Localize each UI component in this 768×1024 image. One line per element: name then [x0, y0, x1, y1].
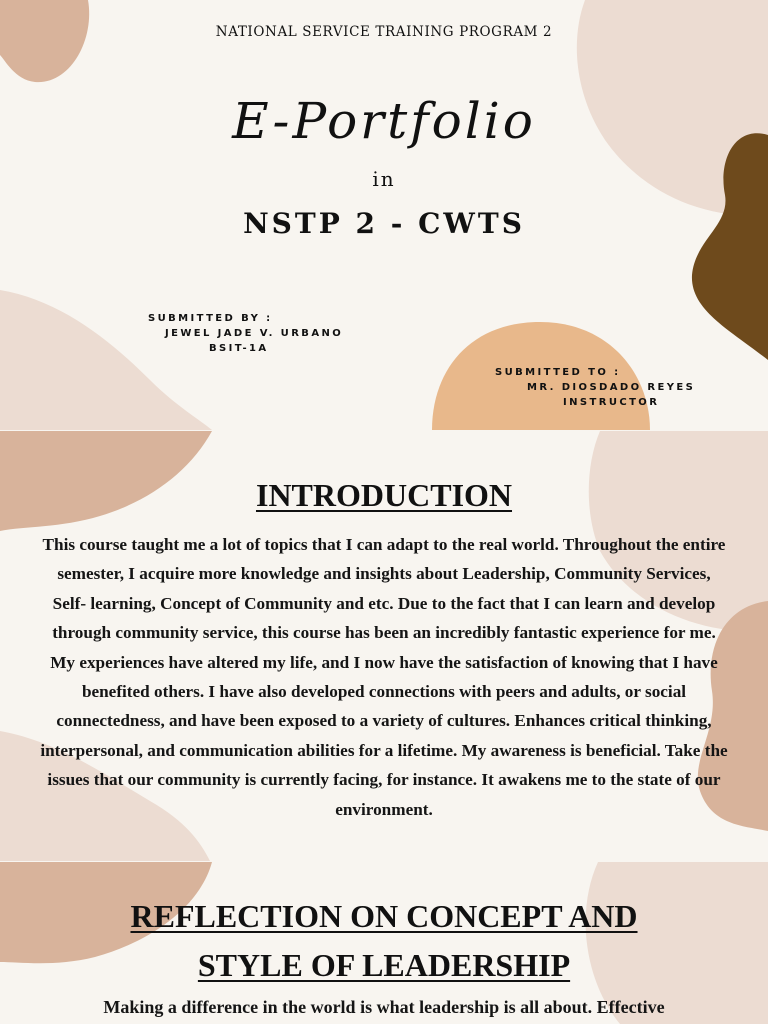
in-word: in — [372, 167, 396, 191]
course-title: NSTP 2 - CWTS — [243, 207, 525, 240]
introduction-body: This course taught me a lot of topics that I can adapt to the real world. Throughout the entire semester, I acquire more knowledge and insights about Leadership, Community Services, Self- learning, Concept of Community and etc. Due to the fact that I can learn and develop through community service, this course has been an incredibly fantastic experience for me. My experiences have altered my life, and I now have the satisfaction of knowing that I have benefited others. I have also developed connections with peers and adults, or social connectedness, and have been exposed to a variety of cultures. Enhances critical thinking, interpersonal, and communication abilities for a lifetime. My awareness is beneficial. Take the issues that our community is currently facing, for instance. It awakens me to the state of our environment. — [40, 535, 728, 819]
submitted-to-block — [495, 365, 695, 410]
program-title: NATIONAL SERVICE TRAINING PROGRAM 2 — [215, 24, 553, 40]
submitted-to-label: SUBMITTED TO : — [495, 367, 621, 378]
reflection-heading: REFLECTION ON CONCEPT AND STYLE OF LEADERSHIP — [130, 898, 638, 983]
instructor-role: INSTRUCTOR — [563, 397, 660, 408]
reflection-body: Making a difference in the world is what leadership is all about. Effective — [103, 997, 665, 1017]
cover-page — [0, 0, 768, 430]
submitted-by-block — [148, 311, 343, 356]
introduction-page — [0, 431, 768, 861]
reflection-page — [0, 862, 768, 1024]
student-name: JEWEL JADE V. URBANO — [165, 328, 344, 339]
introduction-heading: INTRODUCTION — [255, 477, 513, 513]
submitted-by-label: SUBMITTED BY : — [148, 313, 273, 324]
portfolio-title: E-Portfolio — [232, 92, 536, 150]
instructor-name: MR. DIOSDADO REYES — [527, 382, 696, 393]
student-section: BSIT-1A — [209, 343, 269, 354]
